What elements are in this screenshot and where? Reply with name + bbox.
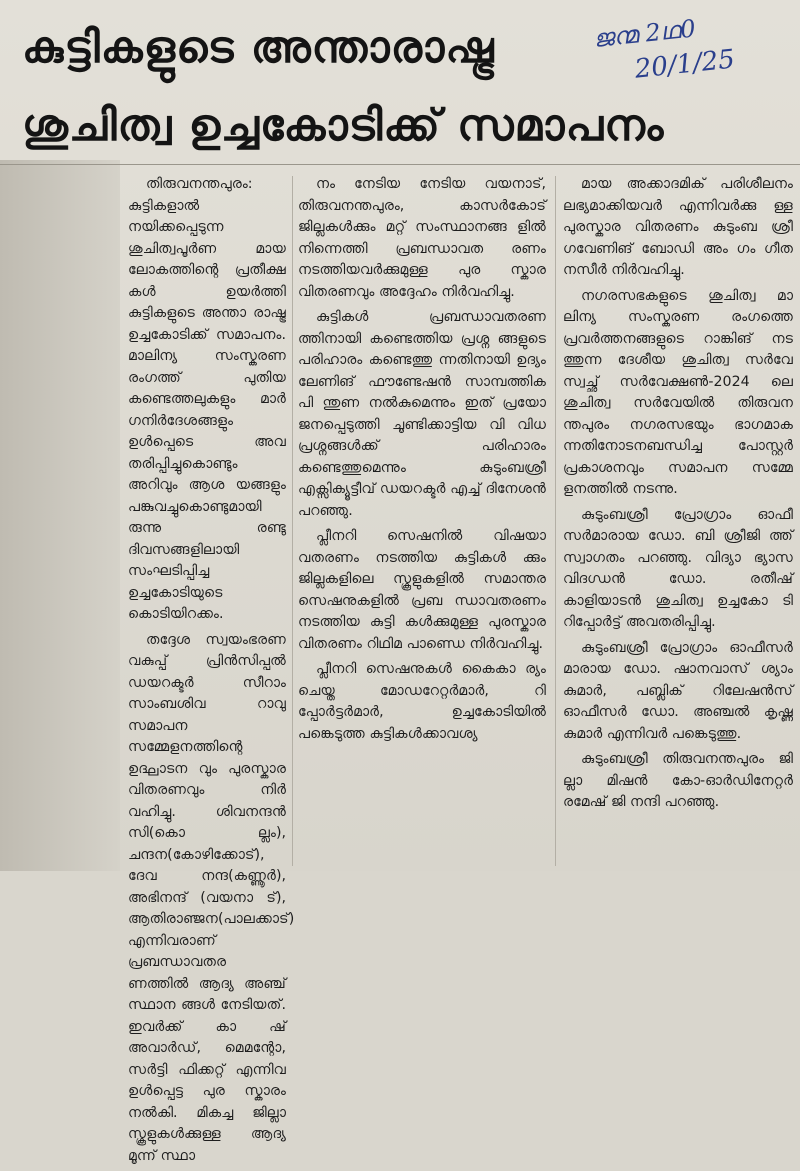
- headline-divider: [0, 164, 800, 165]
- article-column-2: [298, 174, 546, 749]
- paragraph: പ്ലീനറി സെഷനുകൾ കൈകാ ര്യം ചെയ്ത മോഡറേറ്റർമാർ, റി പ്പോർട്ടർമാർ, ഉച്ചകോടിയിൽ പങ്കെടുത്ത കുട്ടികൾക്കാവശ്യ: [298, 661, 546, 742]
- column-divider: [292, 176, 293, 866]
- paragraph: നം നേടിയ നേടിയ വയനാട്, തിരുവനന്തപുരം, കാസർകോട് ജില്ലകൾക്കും മറ്റ് സംസ്ഥാനങ്ങ ളിൽ നിന്നെത്തി പ്രബന്ധാവത രണം നടത്തിയവർക്കുമുള്ള പുര സ്കാര വിതരണവും അദ്ദേഹം നിർവഹിച്ചു.: [298, 176, 546, 300]
- handwritten-note-date: 20/1/25: [633, 44, 737, 85]
- paragraph: കുടുംബശ്രീ പ്രോഗ്രാം ഓഫീസർ മാരായ ഡോ. ഷാനവാസ് ശ്യാം കുമാർ, പബ്ലിക് റിലേഷൻസ് ഓഫീസർ ഡോ. അഞ്ചൽ കൃഷ്ണ കുമാർ എന്നിവർ പങ്കെടുത്തു.: [563, 639, 793, 742]
- paragraph: പ്ലീനറി സെഷനിൽ വിഷയാ വതരണം നടത്തിയ കുട്ടികൾ ക്കും ജില്ലകളിലെ സ്കൂളുകളിൽ സമാന്തര സെഷനുകളിൽ പ്രബ ന്ധാവതരണം നടത്തിയ കുട്ടി കൾക്കുമുള്ള പുരസ്കാര വിതരണം റിഥിമ പാണ്ഡെ നിർവഹിച്ചു.: [298, 528, 546, 652]
- column-divider: [555, 176, 556, 866]
- article-column-3: [563, 174, 793, 818]
- handwritten-note-line-1: ജന്മ 2ഥ0: [592, 14, 697, 53]
- paragraph: മായ അക്കാദമിക് പരിശീലനം ലഭ്യമാക്കിയവർ എന്നിവർക്കു ള്ള പുരസ്കാര വിതരണം കുടുംബ ശ്രീ ഗവേണിങ് ബോഡി അം ഗം ഗീത നസീർ നിർവഹിച്ചു.: [563, 176, 793, 278]
- paragraph: കുടുംബശ്രീ തിരുവനന്തപുരം ജി ല്ലാ മിഷൻ കോ-ഓർഡിനേറ്റർ രമേഷ് ജി നന്ദി പറഞ്ഞു.: [563, 751, 793, 810]
- paragraph: കുട്ടികൾ പ്രബന്ധാവതരണ ത്തിനായി കണ്ടെത്തിയ പ്രശ്ന ങ്ങളുടെ പരിഹാരം കണ്ടെത്തു ന്നതിനായി ഉദ്യം ലേണിങ് ഫൗണ്ടേഷൻ സാമ്പത്തിക പി ന്തുണ നൽകുമെന്നും ഇത് പ്രയോ ജനപ്പെടുത്തി ചൂണ്ടിക്കാട്ടിയ വി വിധ പ്രശ്നങ്ങൾക്ക് പരിഹാരം കണ്ടെത്തുമെന്നും കുടുംബശ്രീ എക്സിക്യൂട്ടീവ് ഡയറക്ടർ എച്ച് ദിനേശൻ പറഞ്ഞു.: [298, 309, 546, 519]
- paragraph: കുടുംബശ്രീ പ്രോഗ്രാം ഓഫീ സർമാരായ ഡോ. ബി ശ്രീജി ത്ത് സ്വാഗതം പറഞ്ഞു. വിദ്യാ ഭ്യാസ വിദഗ്ധൻ ഡോ. രതീഷ് കാളിയാടൻ ശുചിത്വ ഉച്ചകോ ടി റിപ്പോർട്ട് അവതരിപ്പിച്ചു.: [563, 506, 793, 630]
- headline-line-2: ശുചിത്വ ഉച്ചകോടിക്ക് സമാപനം: [22, 100, 665, 151]
- headline-line-1: കുട്ടികളുടെ അന്താരാഷ്ട്ര: [22, 22, 495, 73]
- paragraph: തിരുവനന്തപുരം: കുട്ടികളാൽ നയിക്കപ്പെടുന്ന ശുചിത്വപൂർണ മായ ലോകത്തിന്റെ പ്രതീക്ഷ കൾ ഉയർത്തി കുട്ടികളുടെ അന്താ രാഷ്ട്ര ഉച്ചകോടിക്ക് സമാപനം. മാലിന്യ സംസ്കരണ രംഗത്ത് പുതിയ കണ്ടെത്തലുകളും മാർ ഗനിർദേശങ്ങളും ഉൾപ്പെടെ അവ തരിപ്പിച്ചുകൊണ്ടും അറിവും ആശ യങ്ങളും പങ്കുവച്ചുകൊണ്ടുമായി രുന്നു രണ്ടു ദിവസങ്ങളിലായി സംഘടിപ്പിച്ച ഉച്ചകോടിയുടെ കൊടിയിറക്കം.: [128, 176, 286, 622]
- paragraph: നഗരസഭകളുടെ ശുചിത്വ മാ ലിന്യ സംസ്കരണ രംഗത്തെ പ്രവർത്തനങ്ങളുടെ റാങ്കിങ് നട ത്തുന്ന ദേശീയ ശുചിത്വ സർവേ സ്വച്ഛ് സർവേക്ഷൺ-2024 ലെ ശുചിത്വ സർവേയിൽ തിരുവന ന്തപുരം നഗരസഭയും ഭാഗമാക ന്നതിനോടനബന്ധിച്ച പോസ്റ്റർ പ്രകാശനവും സമാപന സമ്മേ ളനത്തിൽ നടന്നു.: [563, 287, 793, 497]
- article-column-1: [128, 174, 295, 1171]
- paragraph: തദ്ദേശ സ്വയംഭരണ വകുപ്പ് പ്രിൻസിപ്പൽ ഡയറക്ടർ സീറാം സാംബശിവ റാവു സമാപന സമ്മേളനത്തിന്റെ ഉദ്ഘാടന വും പുരസ്കാര വിതരണവും നിർ വഹിച്ചു. ശിവനന്ദൻ സി(കൊ ല്ലം), ചന്ദന(കോഴിക്കോട്), ദേവ നന്ദ(കണ്ണൂർ), അഭിനന്ദ് (വയനാ ട്), ആതിരാഞ്ജന(പാലക്കാട്) എന്നിവരാണ് പ്രബന്ധാവതര ണത്തിൽ ആദ്യ അഞ്ച് സ്ഥാന ങ്ങൾ നേടിയത്. ഇവർക്ക് കാ ഷ് അവാർഡ്, മെമന്റോ, സർട്ടി ഫിക്കറ്റ് എന്നിവ ഉൾപ്പെട്ട പുര സ്കാരം നൽകി. മികച്ച ജില്ലാ സ്കൂളുകൾക്കുള്ള ആദ്യ മൂന്ന് സ്ഥാ: [128, 631, 295, 1164]
- cropped-left-margin: [0, 160, 120, 871]
- handwritten-date-note: [582, 4, 778, 93]
